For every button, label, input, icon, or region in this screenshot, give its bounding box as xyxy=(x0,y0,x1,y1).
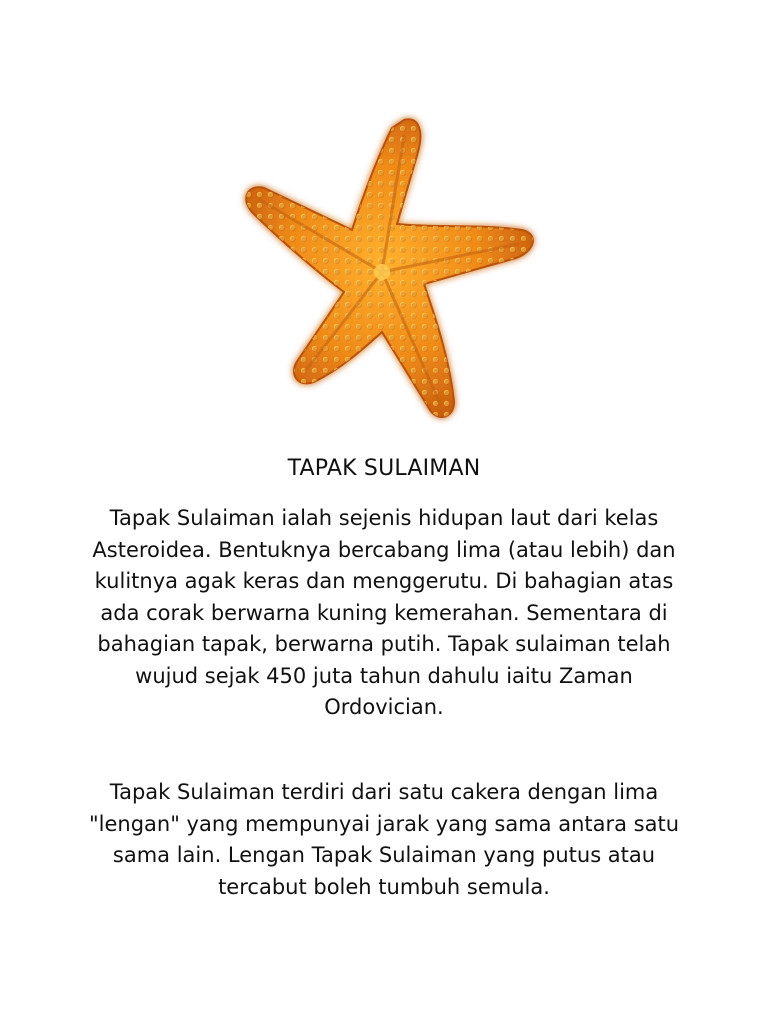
starfish-image xyxy=(232,112,542,432)
page-title: TAPAK SULAIMAN xyxy=(287,456,481,481)
paragraph-anatomy: Tapak Sulaiman terdiri dari satu cakera dengan lima "lengan" yang mempunyai jarak yang sama antara satu sama lain. Lengan Tapak Sulaiman yang putus atau tercabut boleh tumbuh semula. xyxy=(88,780,680,899)
starfish-icon xyxy=(232,112,542,432)
paragraph-description: Tapak Sulaiman ialah sejenis hidupan laut dari kelas Asteroidea. Bentuknya bercabang lima (atau lebih) dan kulitnya agak keras dan menggerutu. Di bahagian atas ada corak berwarna kuning kemerahan. Sementara di bahagian tapak, berwarna putih. Tapak sulaiman telah wujud sejak 450 juta tahun dahulu iaitu Zaman Ordovician. xyxy=(92,506,676,719)
